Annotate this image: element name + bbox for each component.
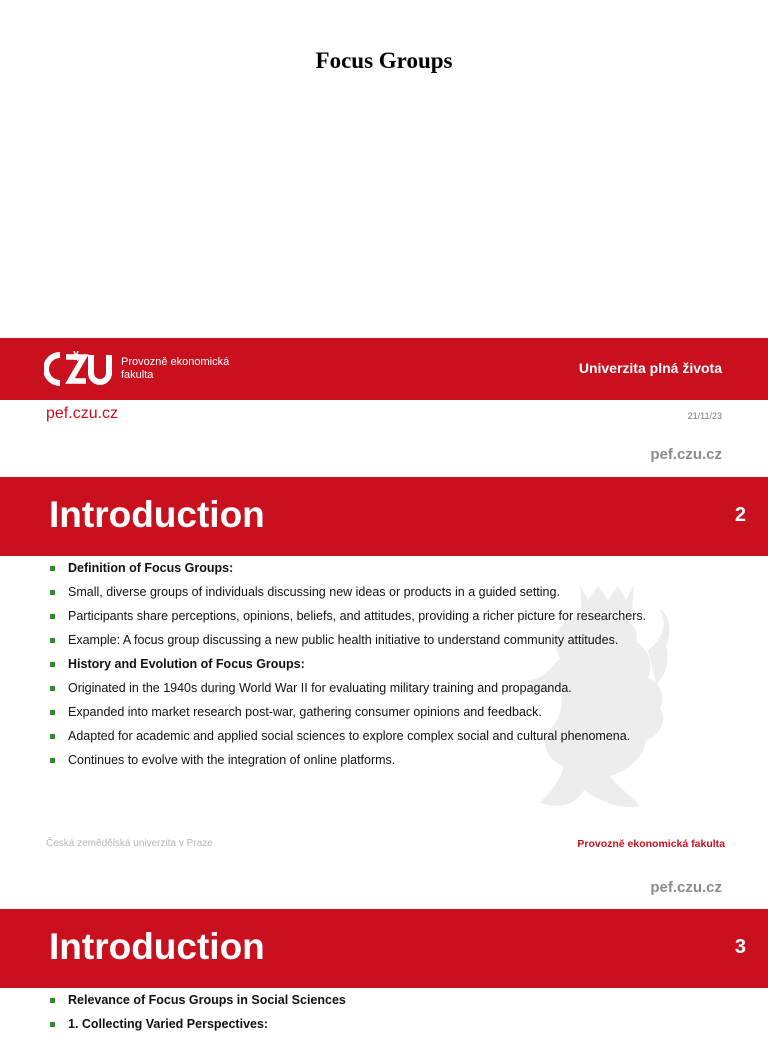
slide2-header: [0, 477, 768, 556]
list-item: 1. Collecting Varied Perspectives:: [50, 1017, 650, 1032]
university-slogan: Univerzita plná života: [578, 360, 722, 376]
slide2-number: 2: [734, 504, 746, 526]
slide3-header: [0, 909, 768, 988]
faculty-name-line2: fakulta: [121, 369, 154, 381]
list-item: Originated in the 1940s during World War II for evaluating military training and propaganda.: [50, 681, 650, 696]
list-item: Adapted for academic and applied social sciences to explore complex social and cultural phenomena.: [50, 729, 650, 744]
document-title: Focus Groups: [315, 48, 453, 73]
faculty-name-line1: Provozně ekonomická: [121, 356, 230, 368]
slide3-number: 3: [734, 936, 746, 958]
slide2-bullet-list: [50, 561, 650, 777]
cover-band: [0, 338, 768, 400]
list-item: Example: A focus group discussing a new public health initiative to understand community attitudes.: [50, 633, 650, 648]
list-item: Participants share perceptions, opinions, beliefs, and attitudes, providing a richer picture for researchers.: [50, 609, 650, 624]
list-item: Expanded into market research post-war, gathering consumer opinions and feedback.: [50, 705, 650, 720]
slide3-heading: Introduction: [49, 926, 265, 967]
list-item: Definition of Focus Groups:: [50, 561, 650, 576]
slide-date: 21/11/23: [687, 411, 722, 421]
slide2-footer-university: Česká zemědělská univerzita v Praze: [46, 838, 213, 849]
slide2-website: pef.czu.cz: [650, 446, 722, 463]
slide3-bullet-list: [50, 993, 650, 1041]
slide3-website: pef.czu.cz: [650, 879, 722, 896]
website-link[interactable]: pef.czu.cz: [46, 405, 119, 422]
faculty-name: [121, 356, 261, 382]
list-item: Relevance of Focus Groups in Social Sciences: [50, 993, 650, 1008]
czu-logo: [44, 351, 114, 387]
slide2-footer-faculty: Provozně ekonomická fakulta: [577, 838, 725, 850]
list-item: Continues to evolve with the integration of online platforms.: [50, 753, 650, 768]
slide2-heading: Introduction: [49, 494, 265, 535]
list-item: Small, diverse groups of individuals discussing new ideas or products in a guided setting.: [50, 585, 650, 600]
list-item: History and Evolution of Focus Groups:: [50, 657, 650, 672]
